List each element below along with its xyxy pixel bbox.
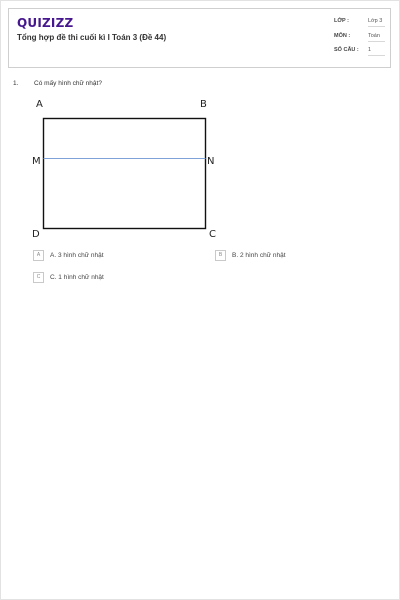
vertex-label-d: D bbox=[32, 229, 40, 240]
grade-value: Lớp 3 bbox=[368, 18, 385, 27]
outer-rectangle bbox=[44, 119, 206, 229]
answer-option-a[interactable] bbox=[33, 250, 104, 260]
grade-label: LỚP : bbox=[334, 18, 349, 24]
vertex-label-a: A bbox=[36, 99, 43, 110]
subject-label: MÔN : bbox=[334, 33, 351, 39]
worksheet-header bbox=[8, 8, 391, 68]
question-count-label: SỐ CÂU : bbox=[334, 47, 359, 53]
option-a-text: A. 3 hình chữ nhật bbox=[50, 251, 104, 259]
option-a-checkbox[interactable]: A bbox=[33, 250, 44, 261]
answer-option-b[interactable] bbox=[215, 250, 286, 260]
subject-value: Toán bbox=[368, 33, 385, 42]
quizizz-logo: QUIZIZZ bbox=[17, 16, 74, 30]
answer-option-c[interactable] bbox=[33, 272, 104, 282]
worksheet-title: Tổng hợp đề thi cuối kì I Toán 3 (Đề 44) bbox=[17, 33, 167, 42]
vertex-label-m: M bbox=[32, 156, 41, 167]
vertex-label-n: N bbox=[207, 156, 215, 167]
question-count-value: 1 bbox=[368, 47, 385, 56]
rectangle-figure bbox=[28, 94, 228, 242]
question-number: 1. bbox=[13, 80, 19, 87]
vertex-label-c: C bbox=[209, 229, 216, 240]
vertex-label-b: B bbox=[200, 99, 207, 110]
option-c-checkbox[interactable]: C bbox=[33, 272, 44, 283]
option-b-text: B. 2 hình chữ nhật bbox=[232, 251, 286, 259]
question-text: Có mấy hình chữ nhật? bbox=[34, 80, 102, 87]
option-c-text: C. 1 hình chữ nhật bbox=[50, 273, 104, 281]
option-b-checkbox[interactable]: B bbox=[215, 250, 226, 261]
